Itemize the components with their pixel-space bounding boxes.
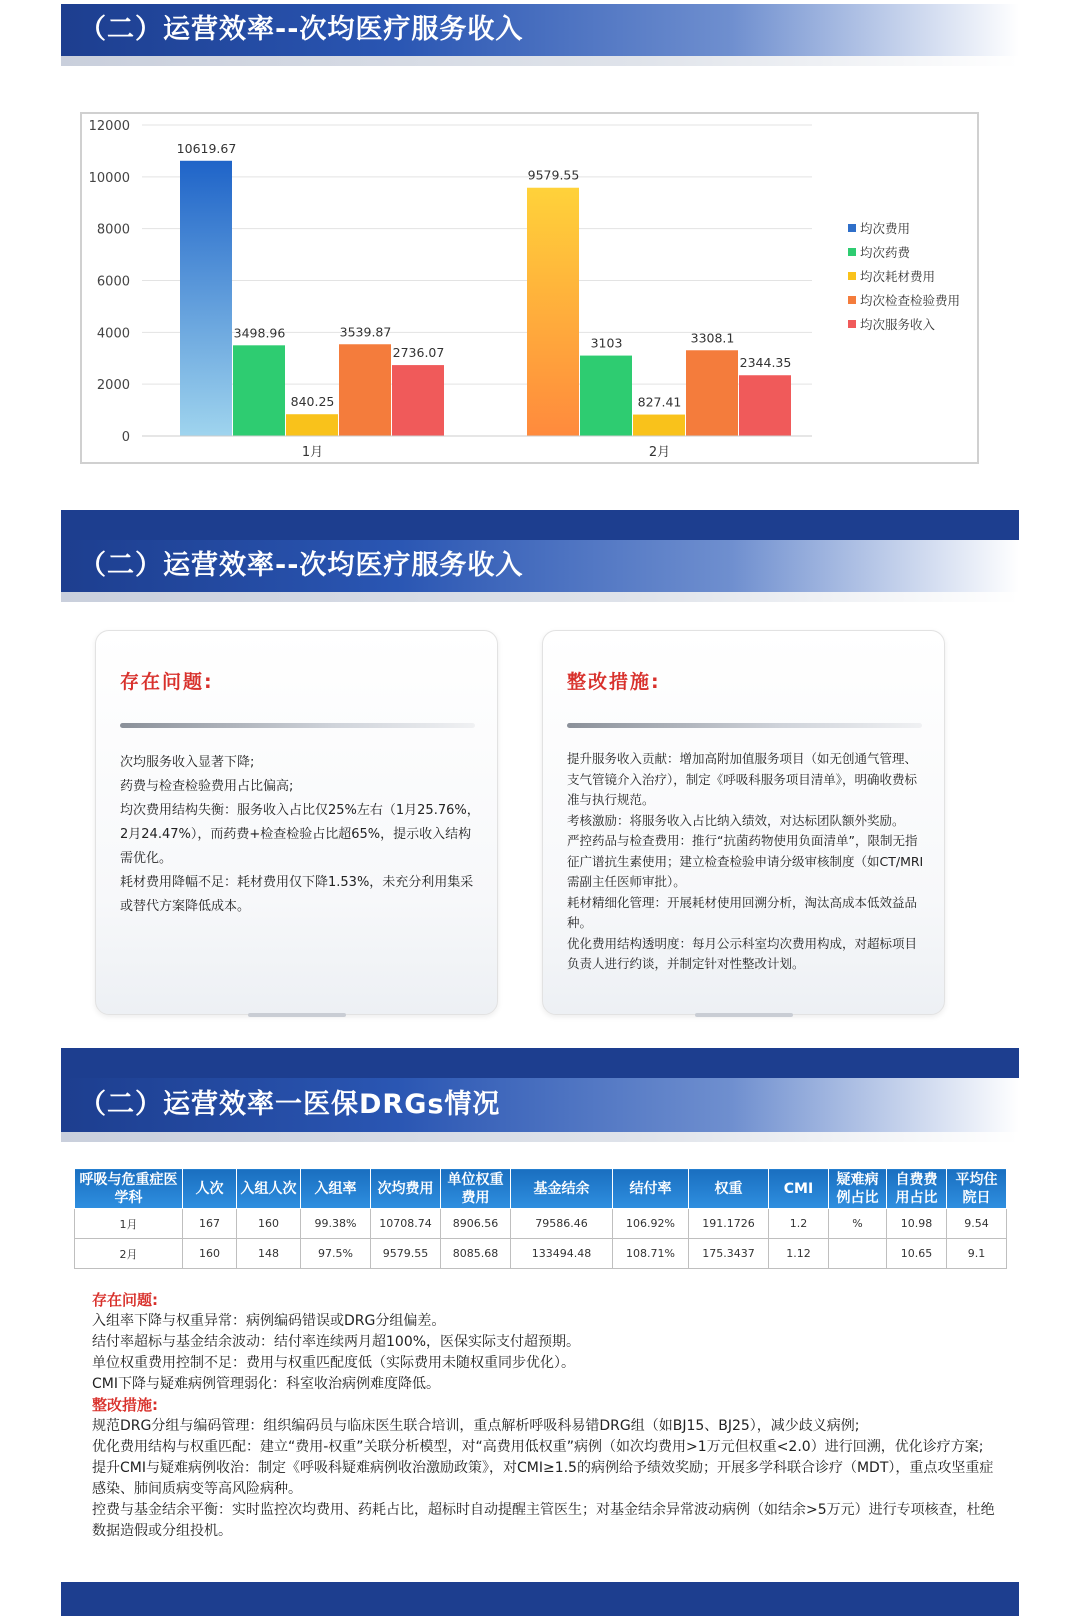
data-label: 3539.87	[339, 324, 392, 340]
bar	[686, 350, 738, 436]
legend-swatch	[848, 272, 856, 280]
card-tab	[695, 1013, 793, 1017]
section-header-2	[61, 540, 1019, 592]
table-cell: 10.98	[887, 1209, 947, 1239]
problem-line: 入组率下降与权重异常：病例编码错误或DRG分组偏差。	[92, 1313, 446, 1329]
measures-heading: 整改措施:	[92, 1396, 158, 1414]
section-header-3	[61, 1078, 1019, 1132]
y-tick-label: 2000	[96, 378, 130, 394]
bar	[633, 415, 685, 436]
card-line: 药费与检查检验费用占比偏高;	[120, 779, 294, 794]
measure-line: 控费与基金结余平衡：实时监控次均费用、药耗占比，超标时自动提醒主管医生；对基金结余异常波动病例（如结余>5万元）进行专项核查，杜绝数据造假或分组投机。	[92, 1502, 995, 1539]
y-tick-label: 6000	[96, 274, 130, 290]
header-underline	[61, 592, 1019, 602]
card-divider	[567, 723, 922, 728]
legend-label: 均次耗材费用	[860, 269, 936, 284]
header-underline	[61, 1132, 1019, 1142]
bar	[580, 356, 632, 436]
data-label: 10619.67	[176, 140, 237, 156]
table-header-row	[75, 1169, 1007, 1209]
card-line: 严控药品与检查费用：推行“抗菌药物使用负面清单”，限制无指征广谱抗生素使用；建立检查检验申请分级审核制度（如CT/MRI需副主任医师审批）。	[567, 833, 924, 889]
x-tick-label: 2月	[648, 445, 671, 460]
table-cell: 10.65	[887, 1239, 947, 1269]
blue-band	[61, 510, 1019, 540]
blue-band	[61, 1048, 1019, 1078]
y-tick-label: 4000	[96, 326, 130, 342]
card-body	[120, 751, 480, 919]
measures-card	[542, 630, 945, 1015]
column-header: 次均费用	[371, 1169, 441, 1209]
table-cell: 10708.74	[371, 1209, 441, 1239]
legend-swatch	[848, 296, 856, 304]
table-cell: 148	[237, 1239, 301, 1269]
card-line: 提升服务收入贡献：增加高附加值服务项目（如无创通气管理、支气管镜介入治疗），制定《呼吸科服务项目清单》，明确收费标准与执行规范。	[567, 751, 918, 807]
column-header: 入组人次	[237, 1169, 301, 1209]
measure-line: 优化费用结构与权重匹配：建立“费用-权重”关联分析模型，对“高费用低权重”病例（如次均费用>1万元但权重<2.0）进行回溯，优化诊疗方案;	[92, 1439, 984, 1455]
bar	[392, 365, 444, 436]
problems-heading: 存在问题:	[92, 1291, 158, 1309]
x-tick-label: 1月	[301, 445, 324, 460]
table-cell: 108.71%	[613, 1239, 689, 1269]
table-cell: 1.2	[769, 1209, 829, 1239]
table-cell: 2月	[75, 1239, 183, 1269]
column-header: 权重	[689, 1169, 769, 1209]
bar	[527, 188, 579, 436]
table-cell: 1.12	[769, 1239, 829, 1269]
table-cell: 9.1	[947, 1239, 1007, 1269]
blue-band	[61, 1582, 1019, 1616]
section-header-1	[61, 4, 1019, 56]
column-header: 自费费用占比	[887, 1169, 947, 1209]
table-cell: 106.92%	[613, 1209, 689, 1239]
card-line: 次均服务收入显著下降;	[120, 755, 255, 770]
bar	[339, 344, 391, 436]
table-cell	[829, 1239, 887, 1269]
card-line: 均次费用结构失衡：服务收入占比仅25%左右（1月25.76%，2月24.47%），而药费+检查检验占比超65%，提示收入结构需优化。	[120, 803, 480, 866]
column-header: CMI	[769, 1169, 829, 1209]
card-title: 存在问题:	[120, 671, 214, 693]
y-tick-label: 8000	[96, 222, 130, 238]
measure-line: 提升CMI与疑难病例收治：制定《呼吸科疑难病例收治激励政策》，对CMI≥1.5的病例给予绩效奖励；开展多学科联合诊疗（MDT），重点攻坚重症感染、肺间质病变等高风险病种。	[92, 1460, 994, 1497]
section-title: （二）运营效率--次均医疗服务收入	[79, 550, 524, 581]
table-cell: 160	[237, 1209, 301, 1239]
data-label: 2736.07	[392, 345, 445, 361]
legend-swatch	[848, 320, 856, 328]
table-cell: 160	[183, 1239, 237, 1269]
y-tick-label: 0	[121, 430, 130, 445]
legend-label: 均次服务收入	[860, 317, 936, 332]
table-row	[75, 1239, 1007, 1269]
column-header: 人次	[183, 1169, 237, 1209]
bar	[739, 375, 791, 436]
column-header: 基金结余	[511, 1169, 613, 1209]
column-header: 入组率	[301, 1169, 371, 1209]
legend-label: 均次药费	[860, 245, 911, 260]
bar-chart	[80, 112, 979, 464]
column-header: 疑难病例占比	[829, 1169, 887, 1209]
y-tick-label: 12000	[88, 119, 130, 134]
data-label: 3308.1	[690, 330, 735, 346]
column-header: 单位权重费用	[441, 1169, 511, 1209]
data-label: 827.41	[637, 394, 682, 410]
card-line: 耗材精细化管理：开展耗材使用回溯分析，淘汰高成本低效益品种。	[567, 894, 918, 930]
card-line: 优化费用结构透明度：每月公示科室均次费用构成，对超标项目负责人进行约谈，并制定针对性整改计划。	[567, 935, 918, 971]
legend-swatch	[848, 248, 856, 256]
card-line: 考核激励：将服务收入占比纳入绩效，对达标团队额外奖励。	[567, 812, 905, 828]
table-cell: 79586.46	[511, 1209, 613, 1239]
legend-label: 均次检查检验费用	[860, 293, 961, 308]
bar	[180, 161, 232, 436]
data-label: 9579.55	[527, 167, 580, 183]
column-header: 结付率	[613, 1169, 689, 1209]
card-line: 耗材费用降幅不足：耗材费用仅下降1.53%，未充分利用集采或替代方案降低成本。	[120, 875, 474, 914]
table-cell: 9579.55	[371, 1239, 441, 1269]
table-cell: 9.54	[947, 1209, 1007, 1239]
legend-label: 均次费用	[860, 221, 911, 236]
card-body	[567, 749, 927, 975]
bar	[233, 345, 285, 436]
measure-line: 规范DRG分组与编码管理：组织编码员与临床医生联合培训，重点解析呼吸科易错DRG组（如BJ15、BJ25），减少歧义病例;	[92, 1418, 860, 1434]
table-row	[75, 1209, 1007, 1239]
drg-problems	[92, 1290, 1002, 1542]
legend-swatch	[848, 224, 856, 232]
data-label: 3103	[590, 335, 623, 351]
problem-line: CMI下降与疑难病例管理弱化：科室收治病例难度降低。	[92, 1376, 440, 1392]
problems-card	[95, 630, 498, 1015]
header-underline	[61, 56, 1019, 66]
chart-canvas	[82, 114, 981, 466]
table-cell: 1月	[75, 1209, 183, 1239]
section-title: （二）运营效率一医保DRGs情况	[79, 1089, 501, 1120]
card-title: 整改措施:	[567, 671, 661, 693]
table-cell: 133494.48	[511, 1239, 613, 1269]
table-cell: 99.38%	[301, 1209, 371, 1239]
card-tab	[248, 1013, 346, 1017]
y-tick-label: 10000	[88, 170, 130, 186]
table-cell: 191.1726	[689, 1209, 769, 1239]
data-label: 2344.35	[739, 355, 792, 371]
data-label: 3498.96	[233, 325, 286, 341]
table-cell: 167	[183, 1209, 237, 1239]
drg-table	[74, 1168, 1007, 1269]
table-cell: %	[829, 1209, 887, 1239]
column-header: 平均住院日	[947, 1169, 1007, 1209]
card-divider	[120, 723, 475, 728]
column-header: 呼吸与危重症医学科	[75, 1169, 183, 1209]
table-cell: 8085.68	[441, 1239, 511, 1269]
table-cell: 175.3437	[689, 1239, 769, 1269]
bar	[286, 414, 338, 436]
table-cell: 97.5%	[301, 1239, 371, 1269]
table-cell: 8906.56	[441, 1209, 511, 1239]
problem-line: 单位权重费用控制不足：费用与权重匹配度低（实际费用未随权重同步优化）。	[92, 1355, 575, 1371]
section-title: （二）运营效率--次均医疗服务收入	[79, 14, 524, 45]
problem-line: 结付率超标与基金结余波动：结付率连续两月超100%，医保实际支付超预期。	[92, 1334, 581, 1350]
data-label: 840.25	[290, 394, 335, 410]
